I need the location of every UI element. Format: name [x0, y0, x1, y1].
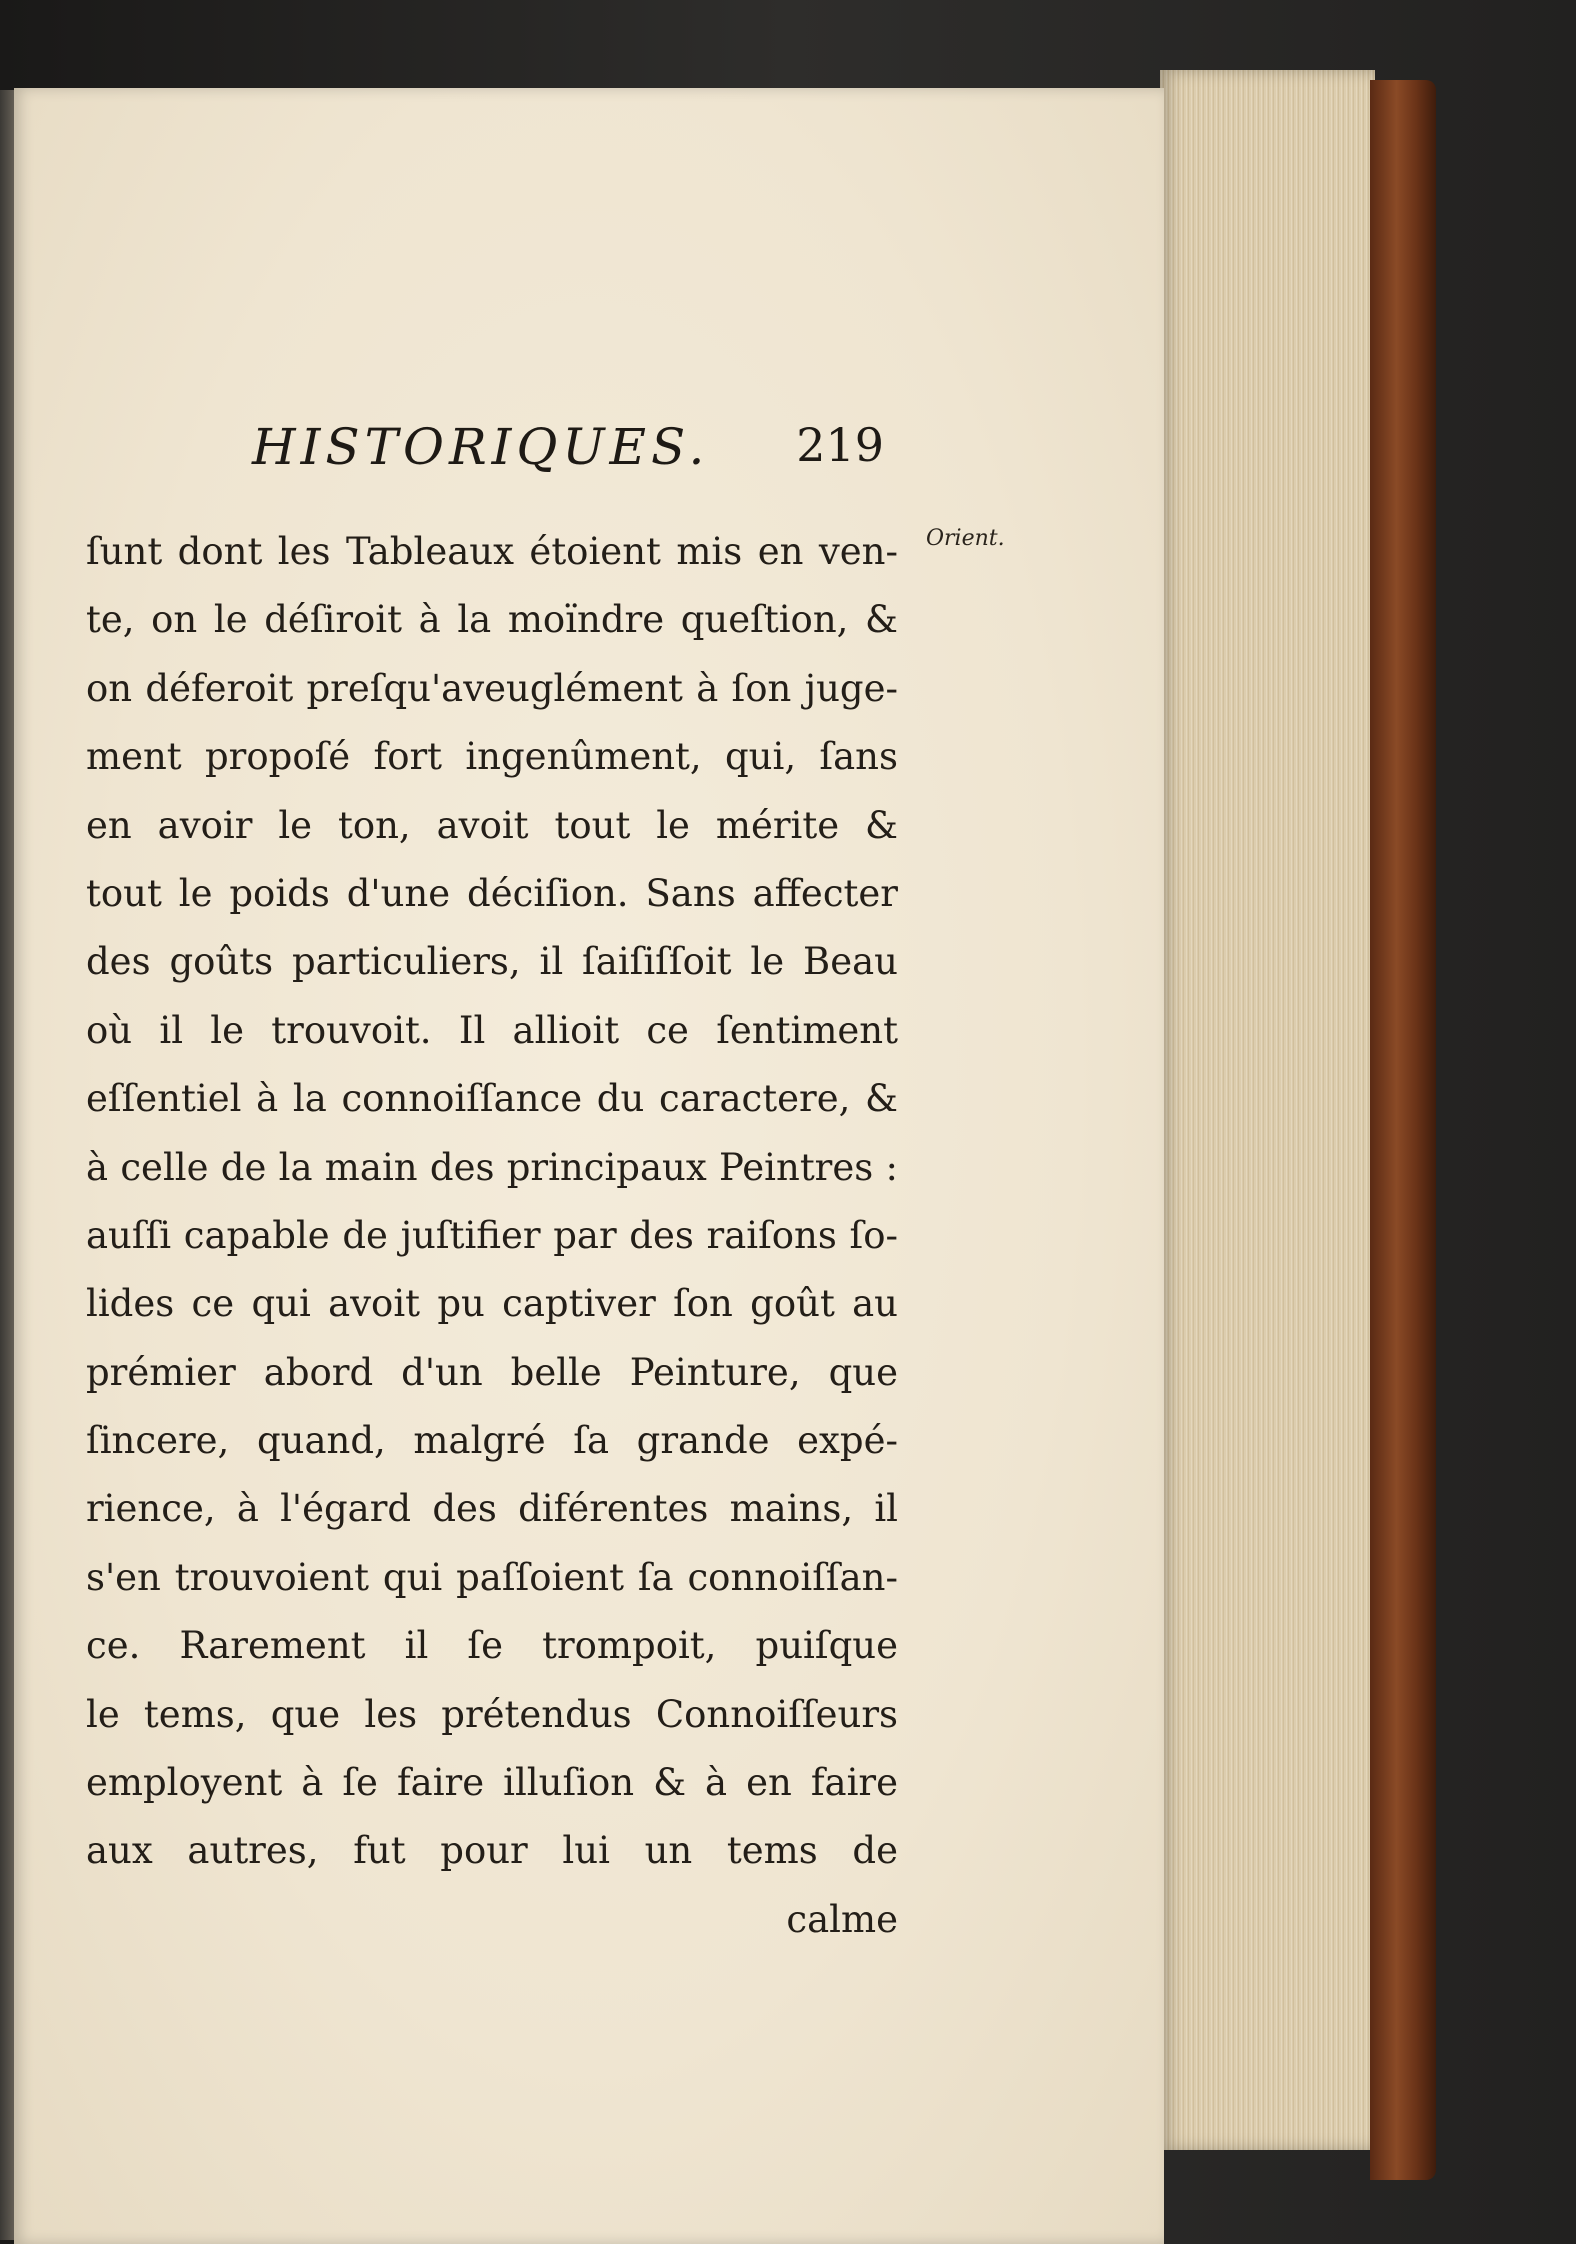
text-line: auſſi capable de juſtifier par des raiſons ſo-	[86, 1213, 898, 1257]
text-line: aux autres, fut pour lui un tems de	[86, 1829, 898, 1873]
text-line: employent à ſe faire illuſion & à en faire	[86, 1761, 898, 1805]
page-number: 219	[796, 418, 884, 472]
text-line: ſunt dont les Tableaux étoient mis en ven-	[86, 530, 898, 573]
marginal-note: Orient.	[926, 526, 1005, 551]
leather-cover	[1370, 80, 1436, 2180]
text-line: tout le poids d'une déciſion. Sans affecter	[86, 871, 898, 915]
text-line: le tems, que les prétendus Connoiſſeurs	[86, 1692, 898, 1736]
text-line: ſincere, quand, malgré ſa grande expé-	[86, 1419, 898, 1463]
text-line: ment propoſé fort ingenûment, qui, ſans	[86, 735, 898, 779]
catchword: calme	[786, 1897, 898, 1941]
text-line: à celle de la main des principaux Peintres :	[86, 1145, 898, 1189]
body-text	[86, 518, 898, 1954]
text-line: te, on le déſiroit à la moïndre queſtion, &	[86, 598, 898, 642]
text-line: s'en trouvoient qui paſſoient ſa connoiſſan-	[86, 1555, 898, 1599]
text-line: eſſentiel à la connoiſſance du caractere, &	[86, 1077, 898, 1121]
text-line: ce. Rarement il ſe trompoit, puiſque	[86, 1624, 898, 1668]
text-line: des goûts particuliers, il ſaiſiſſoit le Beau	[86, 940, 898, 984]
page-header	[252, 418, 884, 478]
running-head: HISTORIQUES.	[252, 418, 710, 476]
text-line: où il le trouvoit. Il allioit ce ſentiment	[86, 1008, 898, 1052]
text-line: on déferoit preſqu'aveuglément à ſon juge-	[86, 666, 898, 710]
book-fore-edge	[1160, 70, 1375, 2150]
text-line: rience, à l'égard des diférentes mains, il	[86, 1487, 898, 1531]
text-line: en avoir le ton, avoit tout le mérite &	[86, 803, 898, 847]
text-line: prémier abord d'un belle Peinture, que	[86, 1350, 898, 1394]
book-page	[14, 88, 1164, 2244]
text-line: lides ce qui avoit pu captiver ſon goût au	[86, 1282, 898, 1326]
